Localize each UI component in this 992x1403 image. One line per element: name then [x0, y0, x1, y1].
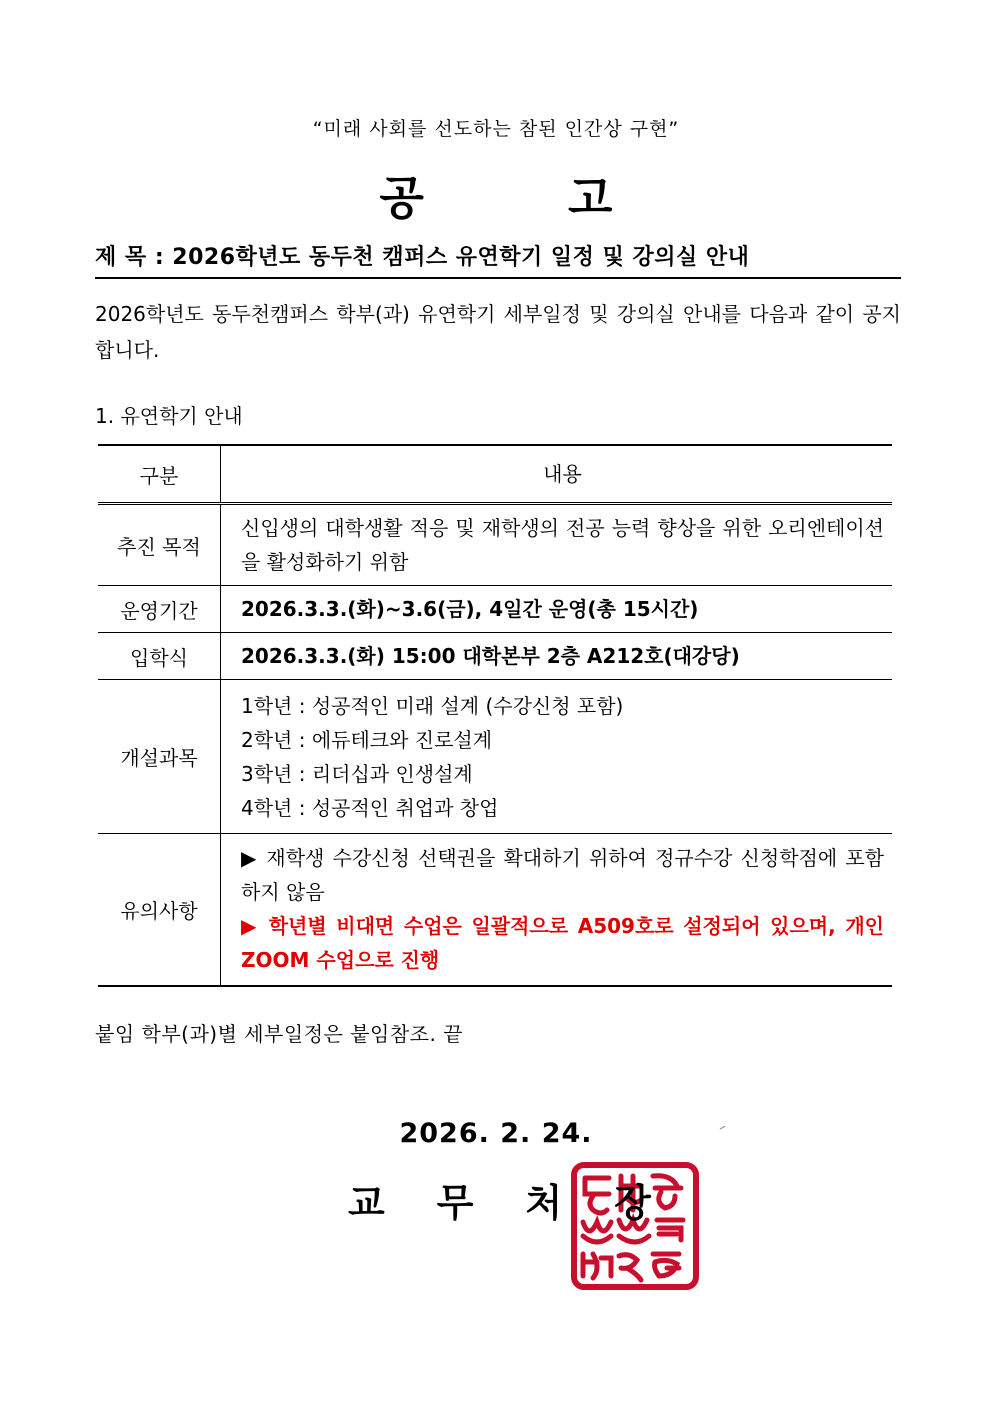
document-title: 공 고	[379, 171, 677, 225]
section-heading: 1. 유연학기 안내	[95, 404, 243, 428]
table-row-notes	[98, 834, 892, 986]
row-text-courses	[221, 680, 893, 834]
motto: “미래 사회를 선도하는 참된 인간상 구현”	[312, 118, 680, 140]
row-label-period: 운영기간	[98, 586, 221, 633]
course-line: 2학년 : 에듀테크와 진로설계	[241, 727, 493, 752]
row-label-purpose: 추진 목적	[98, 504, 221, 586]
note-normal: ▶ 재학생 수강신청 선택권을 확대하기 위하여 정규수강 신청학점에 포함하지 않음	[241, 846, 884, 905]
header-content: 내용	[221, 445, 893, 504]
notice-date: 2026. 2. 24.	[399, 1118, 593, 1149]
table-header-row	[98, 445, 892, 504]
table-row-period	[98, 586, 892, 633]
course-line: 3학년 : 리더십과 인생설계	[241, 761, 473, 786]
row-label-notes: 유의사항	[98, 834, 221, 986]
row-text-notes	[221, 834, 893, 986]
note-highlight: ▶ 학년별 비대면 수업은 일괄적으로 A509호로 설정되어 있으며, 개인 ZOOM 수업으로 진행	[241, 914, 884, 973]
signer-title: 교무처장	[348, 1181, 703, 1225]
table-row-ceremony	[98, 633, 892, 680]
row-text-period: 2026.3.3.(화)~3.6(금), 4일간 운영(총 15시간)	[221, 586, 893, 633]
intro-paragraph: 2026학년도 동두천캠퍼스 학부(과) 유연학기 세부일정 및 강의실 안내를 다음과 같이 공지합니다.	[95, 302, 901, 362]
row-text-purpose: 신입생의 대학생활 적응 및 재학생의 전공 능력 향상을 위한 오리엔테이션을 활성화하기 위함	[221, 504, 893, 586]
table-row-purpose	[98, 504, 892, 586]
course-line: 1학년 : 성공적인 미래 설계 (수강신청 포함)	[241, 693, 624, 718]
header-category: 구분	[98, 445, 221, 504]
row-text-ceremony: 2026.3.3.(화) 15:00 대학본부 2층 A212호(대강당)	[221, 633, 893, 680]
row-label-ceremony: 입학식	[98, 633, 221, 680]
subject-line: 제 목 : 2026학년도 동두천 캠퍼스 유연학기 일정 및 강의실 안내	[95, 240, 901, 279]
row-label-courses: 개설과목	[98, 680, 221, 834]
attachment-note: 붙임 학부(과)별 세부일정은 붙임참조. 끝	[95, 1022, 464, 1046]
info-table	[98, 444, 892, 987]
course-line: 4학년 : 성공적인 취업과 창업	[241, 795, 499, 820]
table-row-courses	[98, 680, 892, 834]
